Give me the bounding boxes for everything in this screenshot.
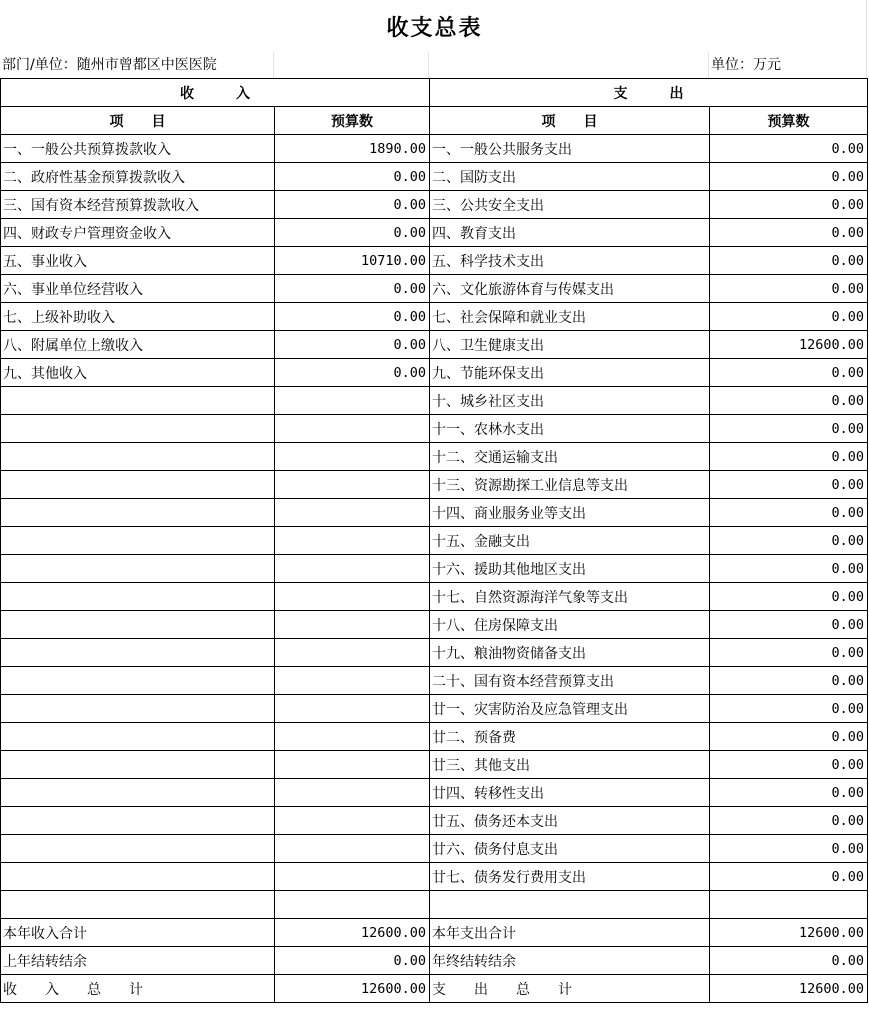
income-amount-cell[interactable] [275,583,430,611]
table-row [1,807,868,835]
income-item-cell[interactable] [1,555,275,583]
expense-amount-cell[interactable]: 12600.00 [710,975,868,1003]
income-item-cell[interactable]: 六、事业单位经营收入 [1,275,275,303]
unit-label: 单位：万元 [711,57,781,73]
department-label: 部门/单位：随州市曾都区中医医院 [2,57,217,73]
income-item-cell[interactable] [1,863,275,891]
expense-item-cell[interactable]: 十、城乡社区支出 [430,387,710,415]
income-amount-header: 预算数 [275,107,430,135]
section-header-row [1,79,868,107]
expense-item-cell[interactable]: 二、国防支出 [430,163,710,191]
income-amount-cell[interactable] [275,471,430,499]
expense-amount-cell[interactable]: 12600.00 [710,919,868,947]
grid-divider [866,52,867,78]
table-row [1,779,868,807]
expense-amount-cell[interactable]: 0.00 [710,835,868,863]
income-amount-cell[interactable] [275,695,430,723]
income-item-cell[interactable]: 八、附属单位上缴收入 [1,331,275,359]
income-amount-cell[interactable] [275,527,430,555]
income-amount-cell[interactable]: 12600.00 [275,919,430,947]
expense-amount-cell[interactable]: 0.00 [710,247,868,275]
income-section-header: 收 入 [1,79,430,107]
income-item-cell[interactable] [1,807,275,835]
income-amount-cell[interactable] [275,751,430,779]
income-item-cell[interactable] [1,527,275,555]
expense-item-cell[interactable]: 十九、粮油物资储备支出 [430,639,710,667]
expense-item-cell[interactable]: 年终结转结余 [430,947,710,975]
expense-item-cell[interactable]: 五、科学技术支出 [430,247,710,275]
table-row [1,639,868,667]
table-row [1,471,868,499]
income-amount-cell[interactable]: 0.00 [275,947,430,975]
income-item-cell[interactable] [1,667,275,695]
income-amount-cell[interactable]: 0.00 [275,219,430,247]
table-row [1,359,868,387]
expense-item-cell[interactable]: 三、公共安全支出 [430,191,710,219]
expense-item-cell[interactable] [430,891,710,919]
expense-item-cell[interactable]: 十四、商业服务业等支出 [430,499,710,527]
income-amount-cell[interactable]: 0.00 [275,163,430,191]
table-row [1,555,868,583]
income-item-cell[interactable]: 上年结转结余 [1,947,275,975]
expense-amount-cell[interactable]: 0.00 [710,303,868,331]
expense-item-cell[interactable]: 支 出 总 计 [430,975,710,1003]
expense-amount-cell[interactable]: 0.00 [710,359,868,387]
expense-item-cell[interactable]: 十七、自然资源海洋气象等支出 [430,583,710,611]
income-amount-cell[interactable]: 0.00 [275,191,430,219]
table-row [1,695,868,723]
income-item-header: 项 目 [1,107,275,135]
expense-amount-cell[interactable]: 0.00 [710,863,868,891]
expense-amount-cell[interactable]: 0.00 [710,723,868,751]
column-header-row [1,107,868,135]
income-item-cell[interactable]: 九、其他收入 [1,359,275,387]
income-amount-cell[interactable]: 0.00 [275,331,430,359]
table-row [1,583,868,611]
income-item-cell[interactable]: 二、政府性基金预算拨款收入 [1,163,275,191]
expense-amount-cell[interactable]: 0.00 [710,807,868,835]
expense-item-cell[interactable]: 廿七、债务发行费用支出 [430,863,710,891]
expense-item-cell[interactable]: 廿六、债务付息支出 [430,835,710,863]
expense-amount-cell[interactable]: 0.00 [710,219,868,247]
expense-amount-cell[interactable]: 0.00 [710,751,868,779]
expense-amount-cell[interactable]: 0.00 [710,387,868,415]
expense-amount-header: 预算数 [710,107,868,135]
expense-item-cell[interactable]: 一、一般公共服务支出 [430,135,710,163]
expense-amount-cell[interactable]: 0.00 [710,135,868,163]
expense-amount-cell[interactable]: 0.00 [710,639,868,667]
income-amount-cell[interactable] [275,639,430,667]
income-amount-cell[interactable] [275,499,430,527]
income-item-cell[interactable] [1,583,275,611]
income-amount-cell[interactable] [275,779,430,807]
expense-item-cell[interactable]: 廿二、预备费 [430,723,710,751]
table-row [1,667,868,695]
table-row [1,331,868,359]
expense-amount-cell[interactable]: 0.00 [710,947,868,975]
income-item-cell[interactable] [1,443,275,471]
income-item-cell[interactable] [1,415,275,443]
expense-item-cell[interactable]: 八、卫生健康支出 [430,331,710,359]
income-amount-cell[interactable]: 12600.00 [275,975,430,1003]
income-amount-cell[interactable]: 0.00 [275,275,430,303]
income-item-cell[interactable]: 七、上级补助收入 [1,303,275,331]
income-item-cell[interactable] [1,611,275,639]
income-item-cell[interactable] [1,891,275,919]
expense-item-cell[interactable]: 廿三、其他支出 [430,751,710,779]
income-amount-cell[interactable] [275,891,430,919]
income-item-cell[interactable]: 收 入 总 计 [1,975,275,1003]
grid-divider [866,0,867,52]
income-item-cell[interactable] [1,471,275,499]
expense-item-cell[interactable]: 四、教育支出 [430,219,710,247]
total-row [1,975,868,1003]
expense-item-cell[interactable]: 九、节能环保支出 [430,359,710,387]
table-row [1,443,868,471]
table-row [1,387,868,415]
income-amount-cell[interactable] [275,863,430,891]
table-row [1,751,868,779]
expense-amount-cell[interactable]: 0.00 [710,163,868,191]
expense-item-header: 项 目 [430,107,710,135]
table-row [1,219,868,247]
income-amount-cell[interactable] [275,835,430,863]
income-amount-cell[interactable] [275,611,430,639]
table-row [1,275,868,303]
expense-amount-cell[interactable] [710,891,868,919]
income-item-cell[interactable] [1,835,275,863]
expense-item-cell[interactable]: 本年支出合计 [430,919,710,947]
expense-amount-cell[interactable]: 0.00 [710,415,868,443]
income-amount-cell[interactable] [275,387,430,415]
table-row [1,163,868,191]
grid-divider [428,52,429,78]
table-title: 收支总表 [386,15,483,41]
expense-amount-cell[interactable]: 0.00 [710,471,868,499]
income-item-cell[interactable]: 本年收入合计 [1,919,275,947]
table-row [1,499,868,527]
expense-amount-cell[interactable]: 0.00 [710,527,868,555]
table-row [1,723,868,751]
income-amount-cell[interactable]: 0.00 [275,303,430,331]
expense-item-cell[interactable]: 六、文化旅游体育与传媒支出 [430,275,710,303]
expense-amount-cell[interactable]: 0.00 [710,695,868,723]
income-amount-cell[interactable]: 1890.00 [275,135,430,163]
income-item-cell[interactable] [1,779,275,807]
income-item-cell[interactable]: 四、财政专户管理资金收入 [1,219,275,247]
expense-item-cell[interactable]: 廿五、债务还本支出 [430,807,710,835]
income-item-cell[interactable] [1,639,275,667]
income-item-cell[interactable] [1,723,275,751]
income-amount-cell[interactable]: 10710.00 [275,247,430,275]
expense-amount-cell[interactable]: 0.00 [710,191,868,219]
total-row [1,947,868,975]
income-amount-cell[interactable] [275,723,430,751]
expense-item-cell[interactable]: 廿四、转移性支出 [430,779,710,807]
income-item-cell[interactable] [1,695,275,723]
expense-amount-cell[interactable]: 0.00 [710,779,868,807]
income-item-cell[interactable] [1,499,275,527]
income-item-cell[interactable] [1,387,275,415]
expense-item-cell[interactable]: 十二、交通运输支出 [430,443,710,471]
expense-amount-cell[interactable]: 0.00 [710,667,868,695]
total-row [1,919,868,947]
table-row [1,303,868,331]
expense-item-cell[interactable]: 廿一、灾害防治及应急管理支出 [430,695,710,723]
income-amount-cell[interactable] [275,415,430,443]
table-row [1,191,868,219]
table-row [1,247,868,275]
expense-item-cell[interactable]: 二十、国有资本经营预算支出 [430,667,710,695]
expense-item-cell[interactable]: 十五、金融支出 [430,527,710,555]
table-row [1,415,868,443]
income-item-cell[interactable]: 三、国有资本经营预算拨款收入 [1,191,275,219]
grid-divider [708,52,709,78]
table-row [1,611,868,639]
income-item-cell[interactable]: 五、事业收入 [1,247,275,275]
expense-item-cell[interactable]: 十八、住房保障支出 [430,611,710,639]
expense-section-header: 支 出 [430,79,868,107]
income-amount-cell[interactable]: 0.00 [275,359,430,387]
expense-item-cell[interactable]: 十三、资源勘探工业信息等支出 [430,471,710,499]
income-item-cell[interactable]: 一、一般公共预算拨款收入 [1,135,275,163]
table-row [1,527,868,555]
meta-row [0,52,869,78]
budget-table [0,78,868,1003]
expense-amount-cell[interactable]: 0.00 [710,611,868,639]
income-item-cell[interactable] [1,751,275,779]
expense-item-cell[interactable]: 十一、农林水支出 [430,415,710,443]
table-row [1,863,868,891]
expense-amount-cell[interactable]: 0.00 [710,583,868,611]
income-amount-cell[interactable] [275,667,430,695]
expense-amount-cell[interactable]: 12600.00 [710,331,868,359]
expense-amount-cell[interactable]: 0.00 [710,443,868,471]
grid-divider [273,52,274,78]
expense-amount-cell[interactable]: 0.00 [710,499,868,527]
expense-item-cell[interactable]: 十六、援助其他地区支出 [430,555,710,583]
income-amount-cell[interactable] [275,807,430,835]
expense-amount-cell[interactable]: 0.00 [710,555,868,583]
table-row [1,135,868,163]
expense-item-cell[interactable]: 七、社会保障和就业支出 [430,303,710,331]
expense-amount-cell[interactable]: 0.00 [710,275,868,303]
table-row [1,891,868,919]
table-row [1,835,868,863]
income-amount-cell[interactable] [275,555,430,583]
income-amount-cell[interactable] [275,443,430,471]
